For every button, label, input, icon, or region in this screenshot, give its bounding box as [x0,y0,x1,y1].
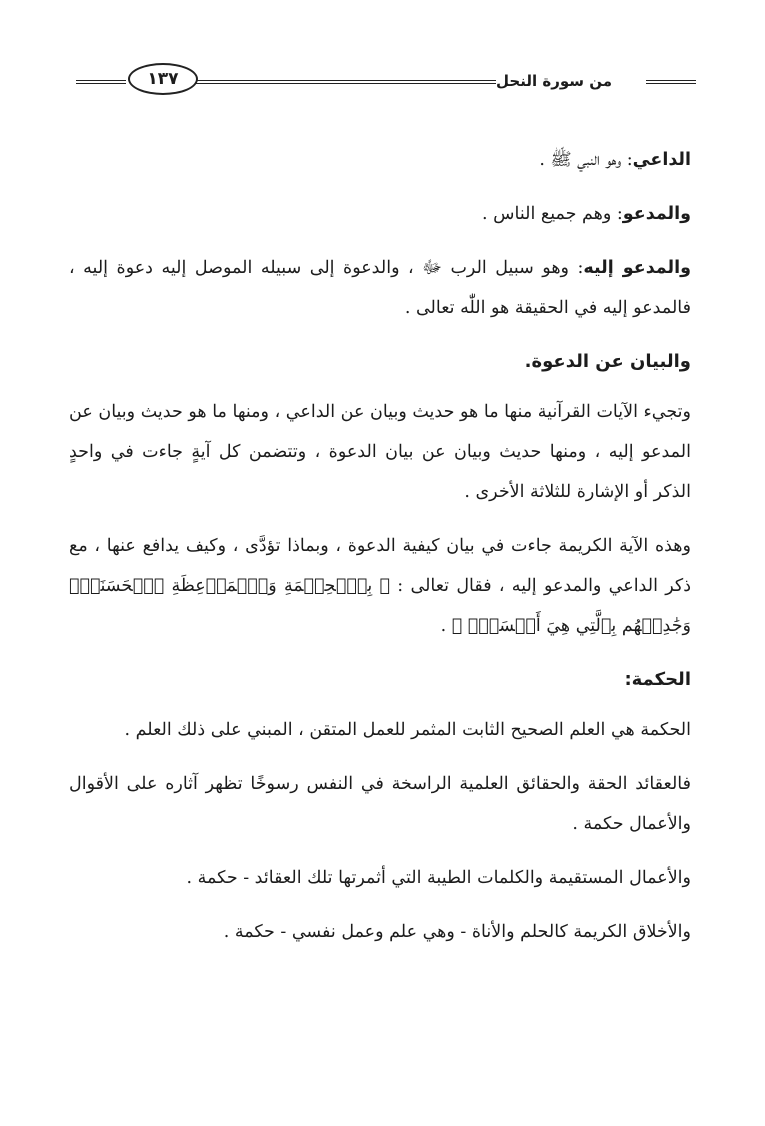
paragraph-ayah [69,526,691,646]
paragraph-daee [69,140,691,180]
ayah-intro: وهذه الآية الكريمة جاءت في بيان كيفية الدعوة ، وبماذا تؤدَّى ، وكيف يدافع عنها ، مع ذكر الداعي والمدعو إليه ، فقال تعالى : [69,536,691,596]
header-rule-middle [196,80,496,84]
chapter-title: من سورة النحل [496,72,612,90]
paragraph-hikma-3: والأعمال المستقيمة والكلمات الطيبة التي أثمرتها تلك العقائد - حكمة . [186,868,691,888]
paragraph-madoo [69,194,691,234]
daee-definition: : وهو النبي ﷺ . [539,150,633,170]
term-daee: الداعي [632,150,691,170]
madoo-definition: : وهم جميع الناس . [482,204,623,224]
term-madoo-ilayh: والمدعو إليه [583,258,691,278]
page-body [69,140,691,952]
paragraph-hikma-2: فالعقائد الحقة والحقائق العلمية الراسخة في النفس رسوخًا تظهر آثاره على الأقوال والأعمال حكمة . [69,774,691,834]
ayah-end: . [440,616,452,636]
paragraph-hikma-4: والأخلاق الكريمة كالحلم والأناة - وهي علم وعمل نفسي - حكمة . [223,922,691,942]
madoo-ilayh-definition: : وهو سبيل الرب ﷻ ، والدعوة إلى سبيله الموصل إليه دعوة إليه ، فالمدعو إليه في الحقيقة هو اللّٰه تعالى . [69,258,691,318]
paragraph-hikma-1: الحكمة هي العلم الصحيح الثابت المثمر للعمل المتقن ، المبني على ذلك العلم . [124,720,691,740]
heading-hikma: الحكمة: [624,669,691,690]
heading-bayan: والبيان عن الدعوة. [524,351,691,372]
page-number: ١٣٧ [128,63,198,95]
paragraph-bayan: وتجيء الآيات القرآنية منها ما هو حديث وبيان عن الداعي ، ومنها ما هو حديث وبيان عن المدعو إليه ، ومنها حديث وبيان عن بيان الدعوة ، وتتضمن كل آيةٍ جاءت في واحدٍ الذكر أو الإشارة للثلاثة الأخرى . [69,402,691,502]
term-madoo: والمدعو [622,204,691,224]
page-header [76,58,696,98]
header-rule-right [646,80,696,84]
quran-quote: ﴿ بِٱلۡحِكۡمَةِ وَٱلۡمَوۡعِظَةِ ٱلۡحَسَنَةِۖ وَجَٰدِلۡهُم بِٱلَّتِي هِيَ أَحۡسَنُۚ ﴾ [69,576,691,636]
header-rule-left [76,80,126,84]
paragraph-madoo-ilayh [69,248,691,328]
